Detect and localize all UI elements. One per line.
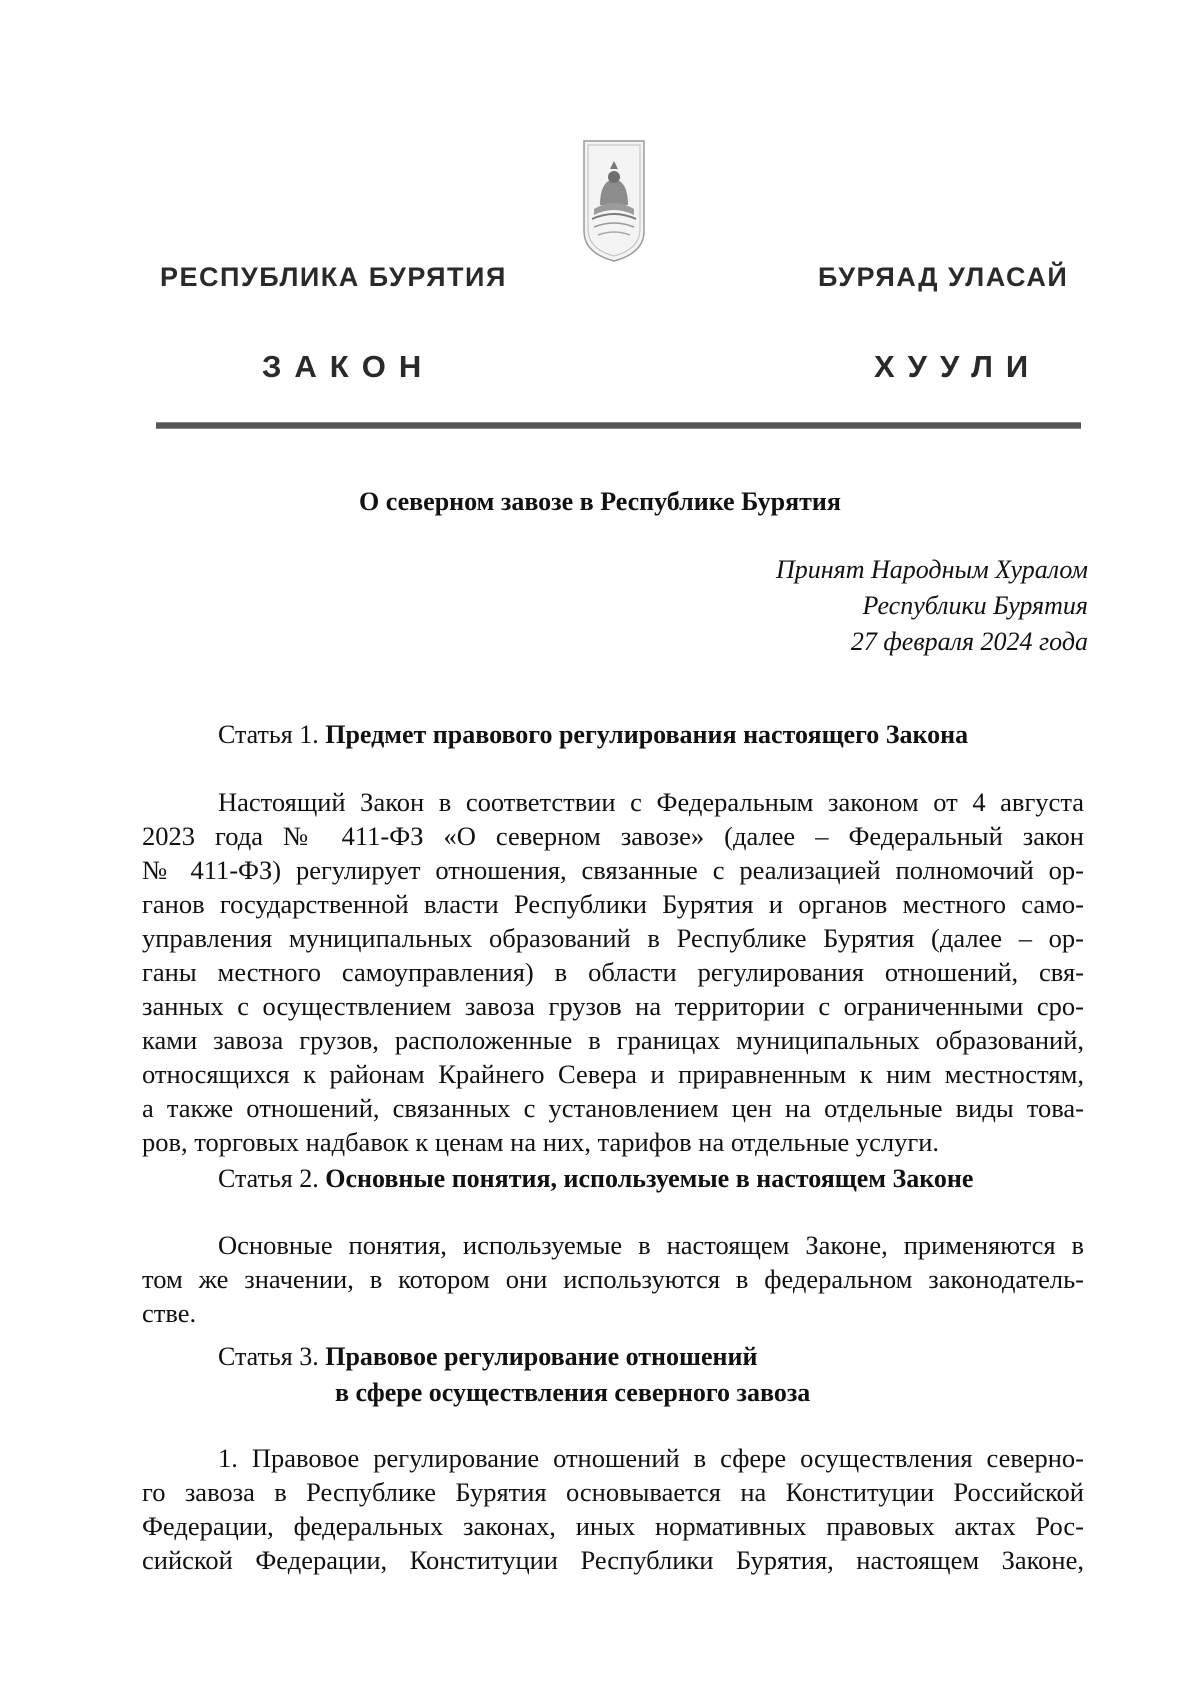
- article-number: Статья 2.: [218, 1164, 319, 1193]
- article-title-continued: в сфере осуществления северного завоза: [335, 1378, 811, 1407]
- article-3-heading: [218, 1339, 810, 1411]
- text-line: занных с осуществлением завоза грузов на территории с ограниченными сро-: [142, 991, 1084, 1021]
- text-line: го завоза в Республике Бурятия основывается на Конституции Российской: [142, 1477, 1084, 1507]
- text-line: ганы местного самоуправления) в области регулирования отношений, свя-: [142, 957, 1084, 987]
- text-line: том же значении, в котором они используются в федеральном законодатель-: [142, 1264, 1084, 1294]
- text-line: Основные понятия, используемые в настоящем Законе, применяются в: [218, 1230, 1084, 1260]
- adoption-note: [776, 552, 1088, 660]
- adoption-date: 27 февраля 2024 года: [850, 627, 1088, 656]
- text-line: Федерации, федеральных законах, иных нормативных правовых актах Рос-: [142, 1511, 1084, 1541]
- article-title: Предмет правового регулирования настоящего Закона: [325, 720, 969, 749]
- text-line: Настоящий Закон в соответствии с Федеральным законом от 4 августа: [218, 787, 1084, 817]
- text-line: управления муниципальных образований в Республике Бурятия (далее – ор-: [142, 923, 1084, 953]
- law-title: О северном завозе в Республике Бурятия: [359, 487, 841, 516]
- article-number: Статья 3.: [218, 1342, 319, 1371]
- text-line: 1. Правовое регулирование отношений в сфере осуществления северно-: [218, 1443, 1084, 1473]
- article-1-body: [142, 785, 1084, 1159]
- republic-name-russian: РЕСПУБЛИКА БУРЯТИЯ: [160, 262, 507, 292]
- text-line: ров, торговых надбавок к ценам на них, тарифов на отдельные услуги.: [142, 1127, 940, 1157]
- header-divider: [156, 422, 1081, 429]
- text-line: относящихся к районам Крайнего Севера и приравненным к ним местностям,: [142, 1059, 1084, 1089]
- article-3-body: [142, 1441, 1084, 1577]
- document-type-buryat: ХУУЛИ: [874, 349, 1042, 384]
- text-line: а также отношений, связанных с установлением цен на отдельные виды това-: [142, 1093, 1084, 1123]
- coat-of-arms-emblem: [582, 139, 646, 263]
- article-number: Статья 1.: [218, 720, 319, 749]
- text-line: сийской Федерации, Конституции Республики Бурятия, настоящем Законе,: [142, 1545, 1084, 1575]
- adoption-line: Принят Народным Хуралом: [775, 555, 1088, 584]
- text-line: 2023 года № 411-ФЗ «О северном завозе» (далее – Федеральный закон: [142, 821, 1084, 851]
- text-line: ками завоза грузов, расположенные в границах муниципальных образований,: [142, 1025, 1084, 1055]
- article-title: Основные понятия, используемые в настоящем Законе: [325, 1164, 974, 1193]
- adoption-line: Республики Бурятия: [862, 591, 1088, 620]
- article-title: Правовое регулирование отношений: [325, 1342, 758, 1371]
- text-line: ганов государственной власти Республики Бурятия и органов местного само-: [142, 889, 1084, 919]
- article-2-heading: [218, 1161, 973, 1197]
- republic-name-buryat: БУРЯАД УЛАСАЙ: [818, 262, 1069, 292]
- article-2-body: [142, 1228, 1084, 1330]
- text-line: № 411-ФЗ) регулирует отношения, связанные с реализацией полномочий ор-: [142, 855, 1084, 885]
- document-type-russian: ЗАКОН: [262, 349, 435, 384]
- article-1-heading: [218, 717, 968, 753]
- text-line: стве.: [142, 1298, 197, 1328]
